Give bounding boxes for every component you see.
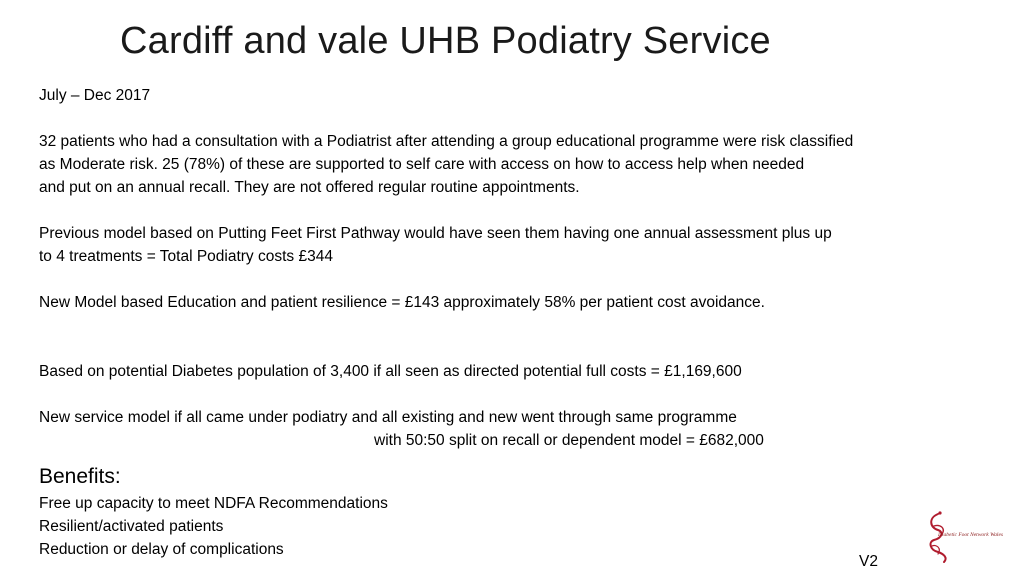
paragraph1-line: and put on an annual recall. They are not offered regular routine appointments. [39, 179, 580, 196]
paragraph2-line: to 4 treatments = Total Podiatry costs £344 [39, 248, 333, 265]
paragraph1-line: 32 patients who had a consultation with a Podiatrist after attending a group educational programme were risk classified [39, 133, 854, 150]
spacer [39, 199, 999, 222]
paragraph5-line-indented: with 50:50 split on recall or dependent model = £682,000 [374, 432, 764, 449]
spacer [39, 268, 999, 291]
paragraph5-line: New service model if all came under podiatry and all existing and new went through same programme [39, 409, 737, 426]
spacer [39, 107, 999, 130]
period-text: July – Dec 2017 [39, 87, 151, 104]
benefits-heading: Benefits: [39, 465, 121, 488]
paragraph2-line: Previous model based on Putting Feet First Pathway would have seen them having one annual assessment plus up [39, 225, 832, 242]
spacer [39, 383, 999, 406]
slide-body [39, 84, 999, 561]
paragraph3-line: New Model based Education and patient resilience = £143 approximately 58% per patient cost avoidance. [39, 294, 765, 311]
paragraph1-line: as Moderate risk. 25 (78%) of these are supported to self care with access on how to access help when needed [39, 156, 805, 173]
version-label: V2 [859, 553, 878, 570]
paragraph4-line: Based on potential Diabetes population of 3,400 if all seen as directed potential full costs = £1,169,600 [39, 363, 742, 380]
benefit-item: Free up capacity to meet NDFA Recommendations [39, 495, 388, 512]
benefit-item: Resilient/activated patients [39, 518, 224, 535]
benefit-item: Reduction or delay of complications [39, 541, 284, 558]
logo-text: Diabetic Foot Network Wales [938, 532, 1004, 538]
slide-title: Cardiff and vale UHB Podiatry Service [120, 20, 771, 62]
spacer [39, 314, 999, 360]
